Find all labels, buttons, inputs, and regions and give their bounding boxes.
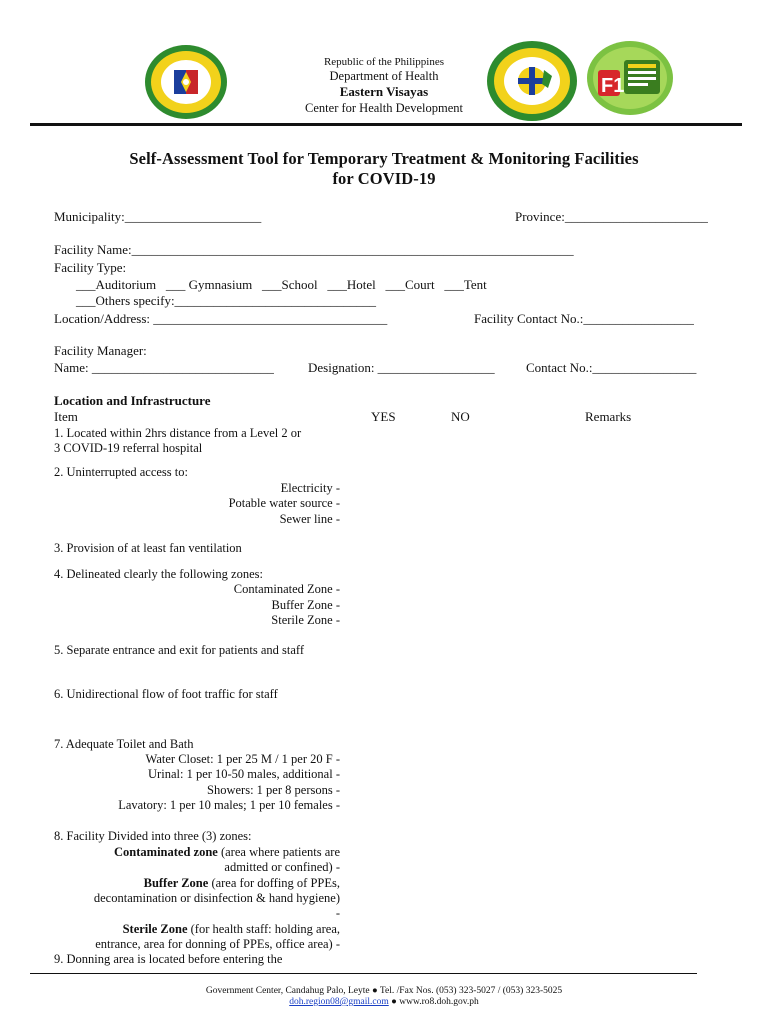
column-no: NO [451, 409, 470, 424]
designation-field[interactable]: Designation: __________________ [308, 360, 495, 375]
footer-website[interactable]: www.ro8.doh.gov.ph [399, 997, 479, 1007]
f1-plus-logo [586, 40, 674, 116]
f1-plus-uhc-logo-icon [586, 40, 674, 116]
item-4-sterile: Sterile Zone - [271, 613, 340, 627]
facility-type-options[interactable]: ___Auditorium ___ Gymnasium ___School ___Hotel ___Court ___Tent [76, 277, 487, 292]
item-8-sterile-line2: entrance, area for donning of PPEs, office area) - [95, 937, 340, 951]
header-republic: Republic of the Philippines [323, 56, 445, 68]
manager-name-field[interactable]: Name: ____________________________ [54, 360, 274, 375]
item-9: 9. Donning area is located before entering the [54, 952, 283, 966]
column-item: Item [54, 409, 78, 424]
municipality-field[interactable]: Municipality:_____________________ [54, 209, 262, 224]
footer-rule [30, 973, 697, 974]
location-address-field[interactable]: Location/Address: ____________________________________ [54, 311, 388, 326]
contact-no-field[interactable]: Contact No.:________________ [526, 360, 697, 375]
item-8-buffer-line3: - [335, 906, 340, 920]
item-8-buffer-term: Buffer Zone [143, 876, 209, 890]
svg-text:F1: F1 [601, 75, 625, 97]
column-remarks: Remarks [585, 409, 632, 424]
item-8-contaminated-line1 [114, 845, 340, 861]
item-7-showers: Showers: 1 per 8 persons - [207, 783, 340, 797]
item-8-contaminated-desc: (area where patients are [217, 845, 340, 859]
item-4: 4. Delineated clearly the following zones: [54, 567, 263, 581]
item-8-buffer-line2: decontamination or disinfection & hand hygiene) [93, 891, 340, 905]
footer-address: Government Center, Candahug Palo, Leyte ● Tel. /Fax Nos. (053) 323-5027 / (053) 323-5025 [205, 986, 563, 996]
footer-contacts [0, 996, 768, 1008]
item-8-sterile-desc: (for health staff: holding area, [187, 922, 340, 936]
others-specify-field[interactable]: ___Others specify:_______________________________ [76, 293, 377, 308]
facility-manager-label: Facility Manager: [54, 343, 147, 358]
item-8-buffer-line1 [144, 876, 340, 892]
item-1-line1: 1. Located within 2hrs distance from a Level 2 or [54, 426, 302, 440]
item-5: 5. Separate entrance and exit for patients and staff [54, 643, 305, 657]
header-rule [30, 123, 742, 126]
item-7: 7. Adequate Toilet and Bath [54, 737, 194, 751]
item-7-urinal: Urinal: 1 per 10-50 males, additional - [148, 767, 340, 781]
item-4-contaminated: Contaminated Zone - [233, 582, 340, 596]
item-1-line2: 3 COVID-19 referral hospital [54, 441, 203, 455]
column-yes: YES [371, 409, 396, 424]
footer-separator: ● [391, 997, 397, 1007]
footer-email-link[interactable]: doh.region08@gmail.com [289, 997, 389, 1007]
item-4-buffer: Buffer Zone - [271, 598, 340, 612]
doh-eastern-visayas-seal-icon [486, 40, 578, 122]
section-heading: Location and Infrastructure [54, 393, 211, 408]
facility-contact-field[interactable]: Facility Contact No.:_________________ [474, 311, 694, 326]
item-2: 2. Uninterrupted access to: [54, 465, 188, 479]
item-7-lavatory: Lavatory: 1 per 10 males; 1 per 10 females - [118, 798, 340, 812]
item-3: 3. Provision of at least fan ventilation [54, 541, 242, 555]
header-department: Department of Health [329, 69, 439, 83]
item-8-sterile-term: Sterile Zone [122, 922, 188, 936]
item-2-electricity: Electricity - [280, 481, 340, 495]
doh-seal-left [144, 44, 228, 120]
item-6: 6. Unidirectional flow of foot traffic for staff [54, 687, 278, 701]
document-title-line1: Self-Assessment Tool for Temporary Treatment & Monitoring Facilities [129, 149, 639, 168]
item-8-contaminated-term: Contaminated zone [114, 845, 218, 859]
facility-type-label: Facility Type: [54, 260, 127, 275]
item-8-contaminated-line2: admitted or confined) - [224, 860, 340, 874]
philippines-seal-icon [144, 44, 228, 120]
document-title-line2: for COVID-19 [332, 169, 436, 188]
header-center: Center for Health Development [305, 101, 463, 115]
item-8: 8. Facility Divided into three (3) zones: [54, 829, 252, 843]
item-2-water: Potable water source - [228, 496, 340, 510]
item-7-water-closet: Water Closet: 1 per 25 M / 1 per 20 F - [145, 752, 340, 766]
item-2-sewer: Sewer line - [279, 512, 340, 526]
doh-seal-middle [486, 40, 578, 122]
province-field[interactable]: Province:______________________ [515, 209, 708, 224]
facility-name-field[interactable]: Facility Name:____________________________________________________________________ [54, 242, 574, 257]
item-8-buffer-desc: (area for doffing of PPEs, [208, 876, 340, 890]
item-8-sterile-line1 [123, 922, 340, 938]
header-region: Eastern Visayas [339, 84, 429, 99]
